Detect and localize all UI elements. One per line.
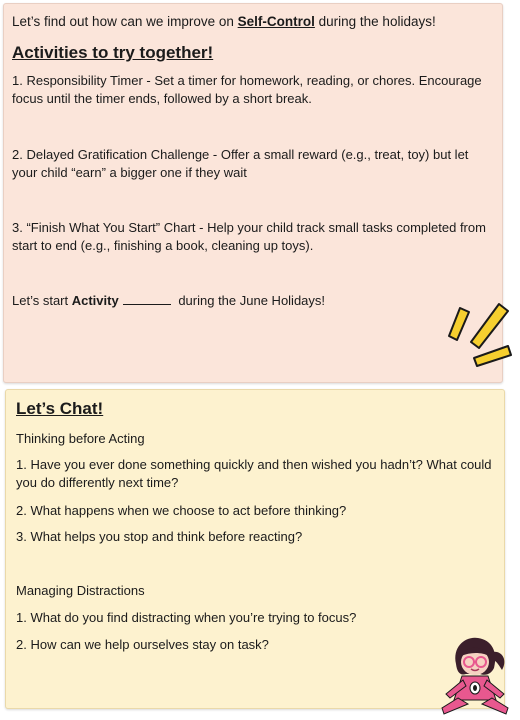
chat-question: 3. What helps you stop and think before reacting? xyxy=(16,529,303,544)
prompt-bold: Activity xyxy=(71,293,119,308)
prompt-start: Let’s start xyxy=(12,293,72,308)
intro-text xyxy=(12,12,502,32)
cartoon-girl-illustration xyxy=(436,634,514,716)
intro-suffix: during the holidays! xyxy=(314,14,436,29)
chat-heading: Let’s Chat! xyxy=(16,399,104,418)
shirt-emblem-eye xyxy=(473,685,477,691)
burst-stroke-3 xyxy=(474,346,511,366)
activity-blank-line xyxy=(123,294,171,305)
activity-prompt xyxy=(12,292,325,310)
intro-highlight: Self-Control xyxy=(237,14,315,29)
activity-item: 2. Delayed Gratification Challenge - Offer a small reward (e.g., treat, toy) but let your child “earn” a bigger one if they wait xyxy=(12,147,469,180)
chat-question: 2. What happens when we choose to act before thinking? xyxy=(16,503,347,518)
activity-item: 3. “Finish What You Start” Chart - Help your child track small tasks completed from start to end (e.g., finishing a book, cleaning up toys). xyxy=(12,220,486,253)
prompt-end: during the June Holidays! xyxy=(174,293,326,308)
activity-item: 1. Responsibility Timer - Set a timer for homework, reading, or chores. Encourage focus until the timer ends, followed by a short break. xyxy=(12,73,482,106)
chat-section-title: Managing Distractions xyxy=(16,583,145,598)
chat-question: 1. What do you find distracting when you’re trying to focus? xyxy=(16,610,357,625)
activities-panel xyxy=(3,3,503,383)
burst-stroke-2 xyxy=(471,304,508,348)
chat-question: 2. How can we help ourselves stay on task? xyxy=(16,637,269,652)
burst-stroke-1 xyxy=(449,308,469,340)
intro-prefix: Let’s find out how can we improve on xyxy=(12,14,238,29)
exclamation-burst-icon xyxy=(446,302,514,368)
chat-panel xyxy=(5,389,505,709)
chat-question: 1. Have you ever done something quickly and then wished you hadn’t? What could you do differently next time? xyxy=(16,457,492,490)
chat-section-title: Thinking before Acting xyxy=(16,431,145,446)
activities-heading: Activities to try together! xyxy=(12,43,214,62)
